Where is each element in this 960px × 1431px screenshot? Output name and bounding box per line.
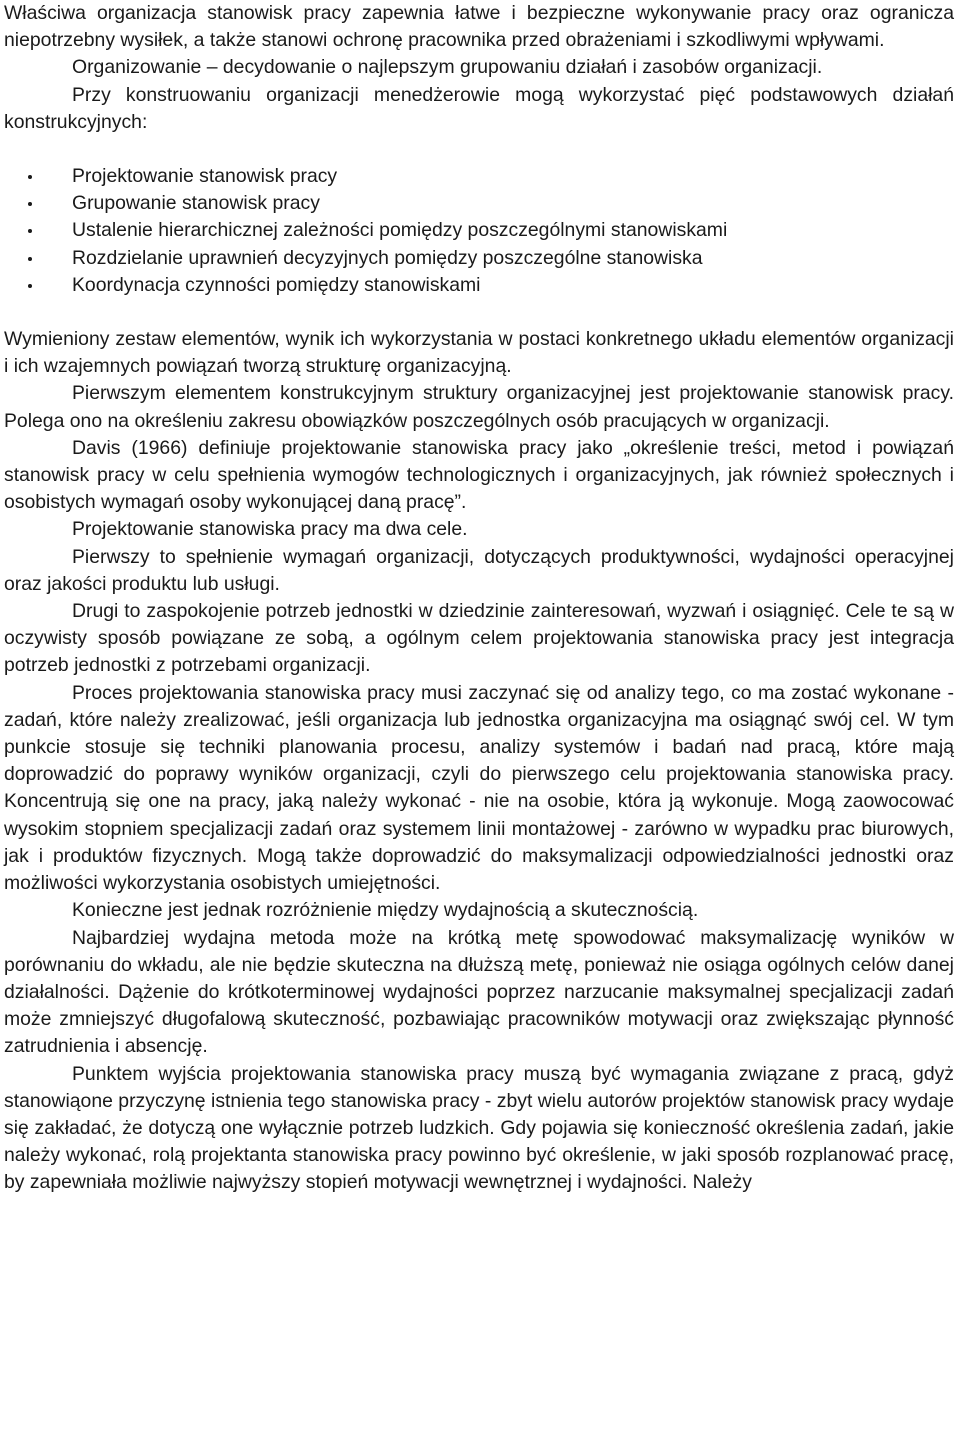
paragraph-drugi-cel: Drugi to zaspokojenie potrzeb jednostki w dziedzinie zainteresowań, wyzwań i osiągnięć. Cele te są w oczywisty sposób powiązane ze sobą, a ogólnym celem projektowania stanowiska pracy jest integracja potrzeb jednostki z potrzebami organizacji. (4, 600, 954, 677)
paragraph-konstruowanie: Przy konstruowaniu organizacji menedżerowie mogą wykorzystać pięć podstawowych działań konstrukcyjnych: (4, 83, 954, 133)
bullet-list (4, 163, 954, 299)
paragraph-wydajna-metoda: Najbardziej wydajna metoda może na krótką metę spowodować maksymalizację wyników w porównaniu do wkładu, ale nie będzie skuteczna na dłuższą metę, ponieważ nie osiąga ogólnych celów danej działalności. Dążenie do krótkoterminowej wydajności poprzez narzucanie maksymalnej specjalizacji zadań może zmniejszyć długofalową skuteczność, pozbawiając pracowników motywacji oraz zwiększając płynność zatrudnienia i absencję. (4, 926, 954, 1058)
paragraph-davis: Davis (1966) definiuje projektowanie stanowiska pracy jako „określenie treści, metod i powiązań stanowisk pracy w celu spełnienia wymogów technologicznych i organizacyjnych, jak również społecznych i osobistych wymagań osoby wykonującej daną pracę”. (4, 436, 954, 514)
paragraph-proces: Proces projektowania stanowiska pracy musi zaczynać się od analizy tego, co ma zostać wykonane - zadań, które należy zrealizować, jeśli organizacja lub jednostka organizacyjna ma osiągnąć swój cel. W tym punkcie stosuje się techniki planowania procesu, analizy systemów i badań nad pracą, które mają doprowadzić do poprawy wyników organizacji, czyli do pierwszego celu projektowania stanowiska pracy. Koncentrują się one na pracy, jaką należy wykonać - nie na osobie, która ją wykonuje. Mogą zaowocować wysokim stopniem specjalizacji zadań oraz systemem linii montażowej - zarówno w wypadku prac biurowych, jak i produktów fizycznych. Mogą także doprowadzić do maksymalizacji odpowiedzialności jednostki oraz możliwości wykorzystania osobistych umiejętności. (4, 681, 954, 895)
list-item-text: Projektowanie stanowisk pracy (72, 165, 338, 188)
paragraph-rozroznienie: Konieczne jest jednak rozróżnienie między wydajnością a skutecznością. (72, 899, 699, 922)
bullet-icon (28, 257, 32, 261)
list-item-text: Koordynacja czynności pomiędzy stanowiskami (72, 273, 481, 296)
paragraph-organizowanie: Organizowanie – decydowanie o najlepszym grupowaniu działań i zasobów organizacji. (72, 56, 823, 79)
list-item (4, 190, 954, 217)
list-item (4, 272, 954, 299)
list-item (4, 217, 954, 244)
list-item-text: Grupowanie stanowisk pracy (72, 192, 320, 215)
paragraph-pierwszy-element: Pierwszym elementem konstrukcyjnym struktury organizacyjnej jest projektowanie stanowisk pracy. Polega ono na określeniu zakresu obowiązków poszczególnych osób pracujących w organizacji. (4, 382, 954, 432)
paragraph-zestaw: Wymieniony zestaw elementów, wynik ich wykorzystania w postaci konkretnego układu elementów organizacji i ich wzajemnych powiązań tworzą strukturę organizacyjną. (4, 328, 954, 378)
bullet-icon (28, 202, 32, 206)
bullet-icon (28, 229, 32, 233)
list-item (4, 245, 954, 272)
document-page (4, 0, 954, 1197)
paragraph-dwa-cele: Projektowanie stanowiska pracy ma dwa cele. (72, 518, 468, 541)
paragraph-intro: Właściwa organizacja stanowisk pracy zapewnia łatwe i bezpieczne wykonywanie pracy oraz ogranicza niepotrzebny wysiłek, a także stanowi ochronę pracownika przed obrażeniami i szkodliwymi wpływami. (4, 2, 954, 52)
bullet-icon (28, 175, 32, 179)
list-item (4, 163, 954, 190)
list-item-text: Rozdzielanie uprawnień decyzyjnych pomiędzy poszczególne stanowiska (72, 246, 703, 269)
paragraph-pierwszy-cel: Pierwszy to spełnienie wymagań organizacji, dotyczących produktywności, wydajności operacyjnej oraz jakości produktu lub usługi. (4, 545, 954, 595)
bullet-icon (28, 284, 32, 288)
list-item-text: Ustalenie hierarchicznej zależności pomiędzy poszczególnymi stanowiskami (72, 219, 728, 242)
paragraph-punkt-wyjscia: Punktem wyjścia projektowania stanowiska pracy muszą być wymagania związane z pracą, gdyż stanowiąone przyczynę istnienia tego stanowiska pracy - zbyt wielu autorów projektów stanowisk pracy wydaje się zakładać, że dotyczą one wyłącznie potrzeb ludzkich. Gdy pojawia się konieczność określenia zadań, jakie należy wykonać, rolą projektanta stanowiska pracy powinno być określenie, w jaki sposób rozplanować pracę, by zapewniała możliwie najwyższy stopień motywacji wewnętrznej i wydajności. Należy (4, 1062, 954, 1194)
